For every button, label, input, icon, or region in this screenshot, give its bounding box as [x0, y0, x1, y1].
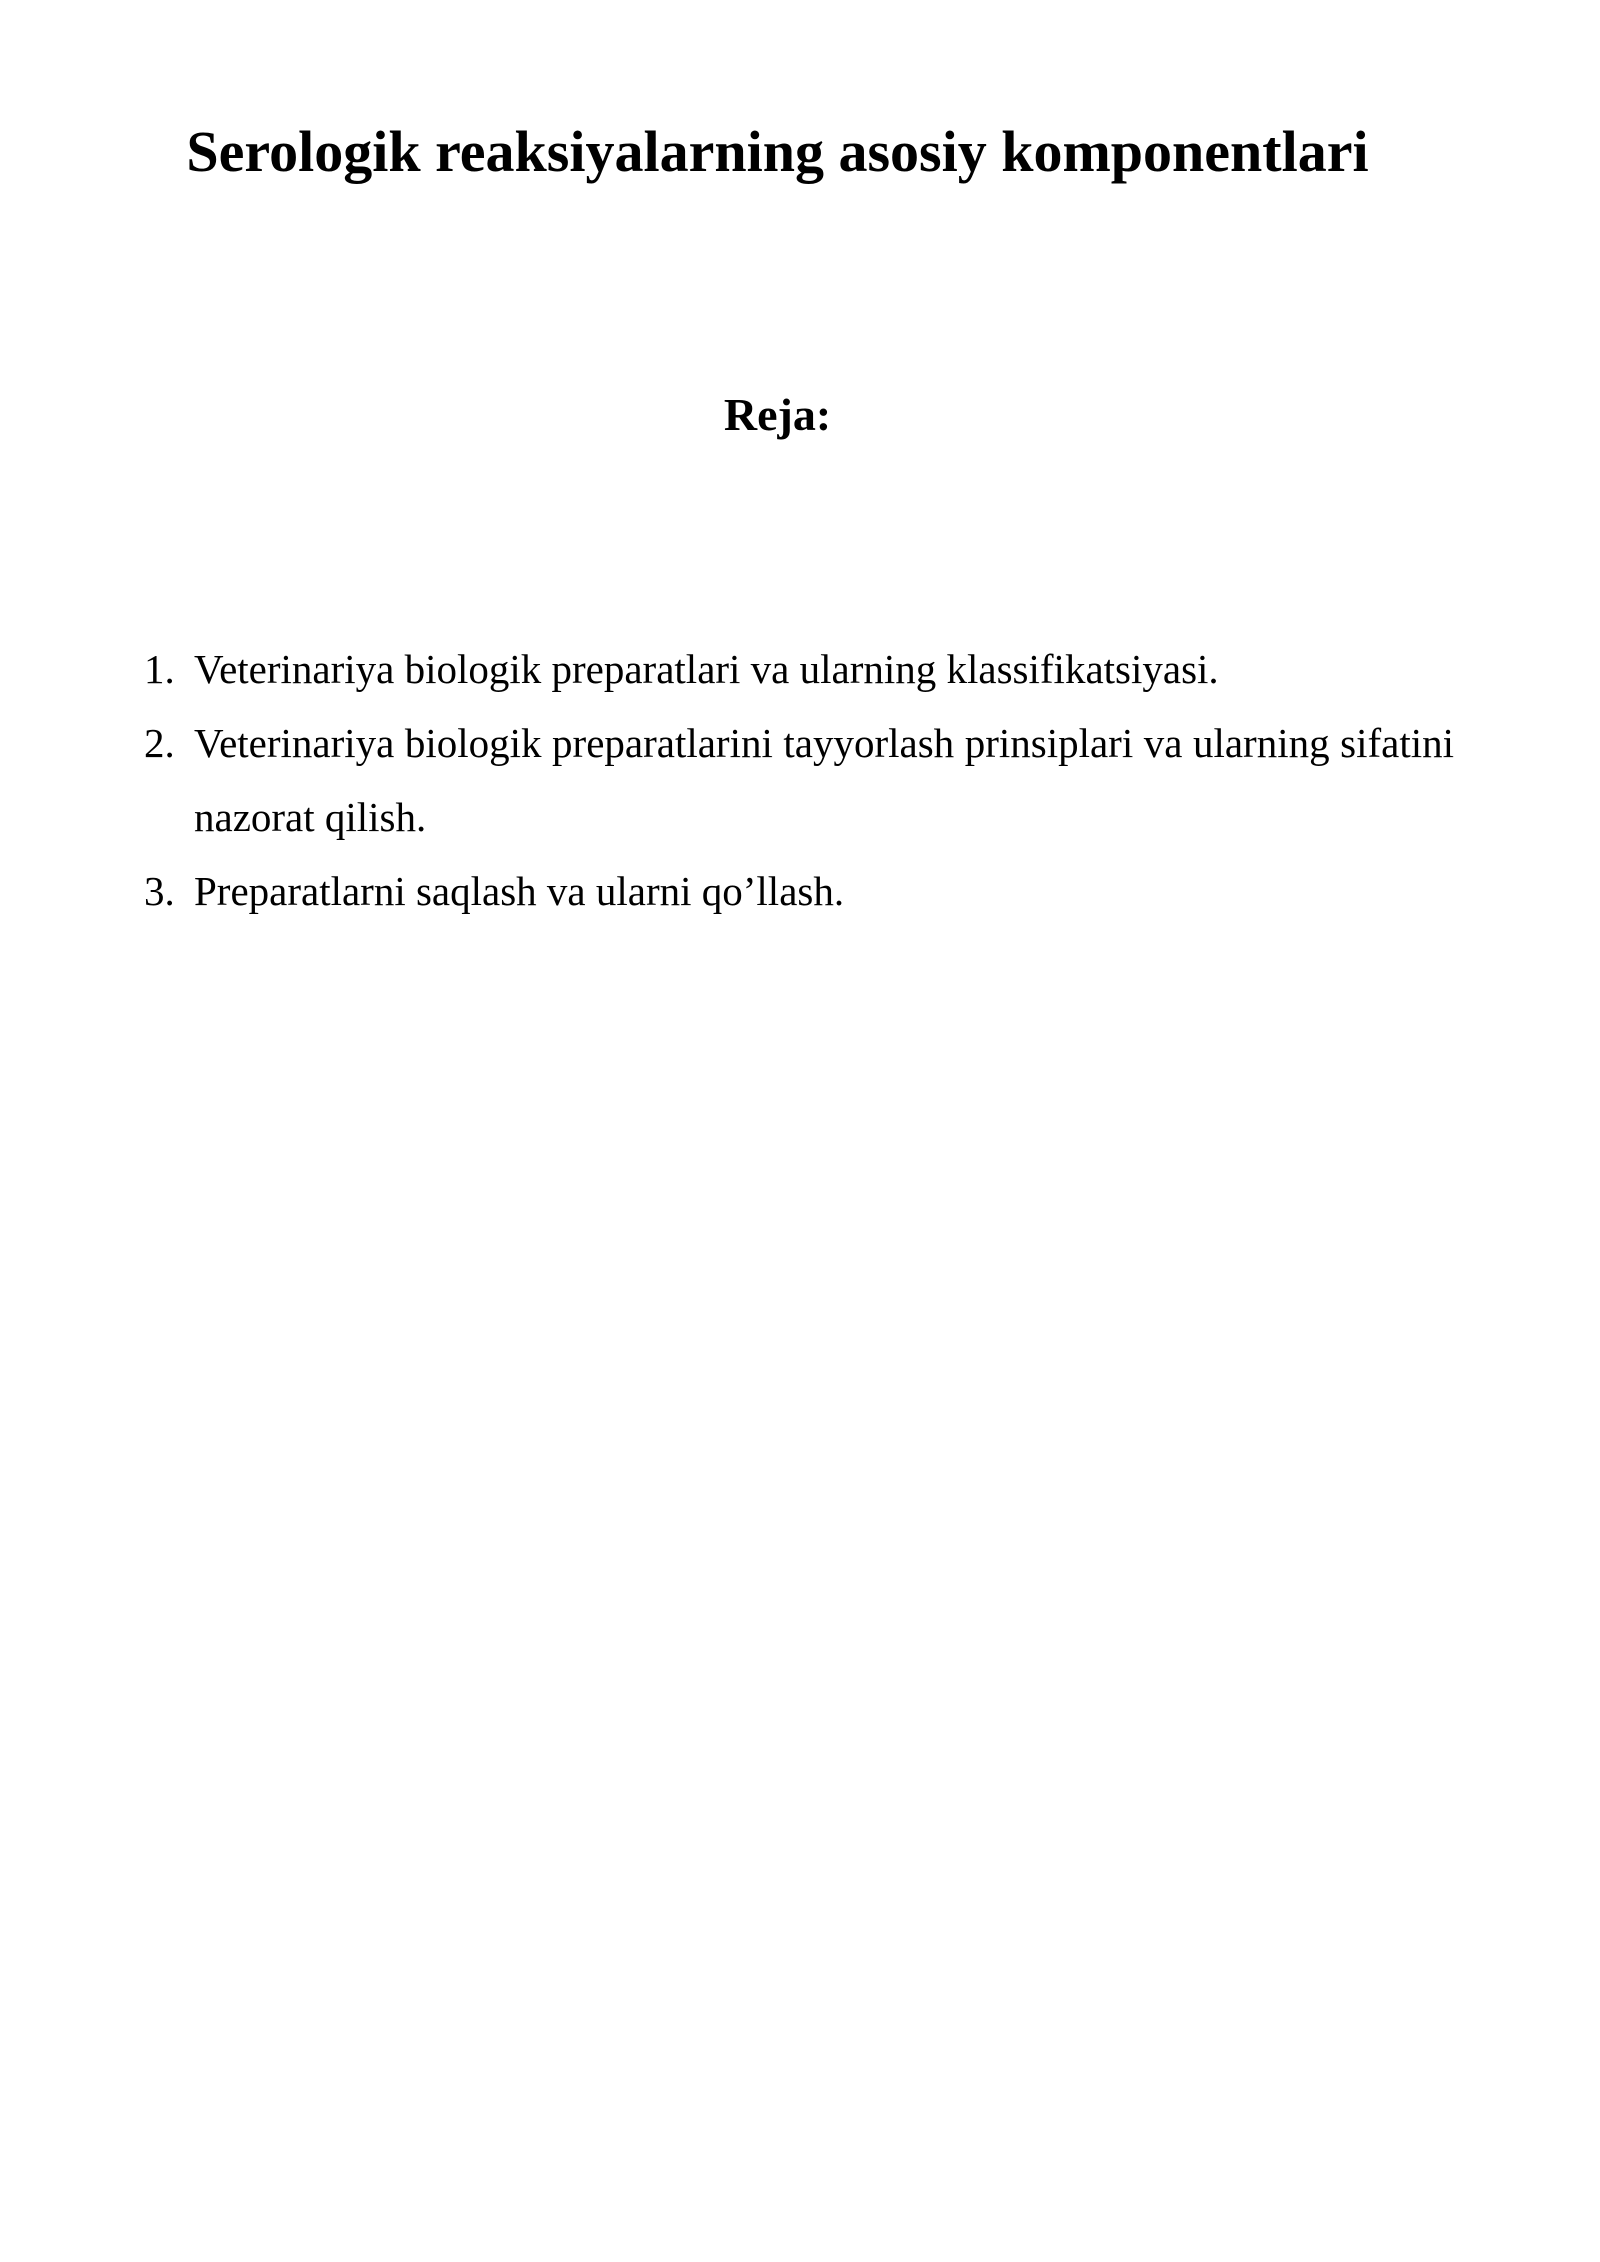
plan-list	[0, 632, 1600, 928]
list-item	[0, 632, 1454, 706]
plan-heading: Reja:	[723, 389, 832, 440]
list-item	[0, 706, 1454, 854]
list-item-text: Preparatlarni saqlash va ularni qo’llash.	[194, 868, 845, 914]
page-title: Serologik reaksiyalarning asosiy komponentlari	[186, 119, 1369, 184]
list-item-number: 2.	[144, 720, 175, 766]
list-item-number: 1.	[144, 646, 175, 692]
list-item-number: 3.	[144, 868, 175, 914]
list-item-text: Veterinariya biologik preparatlarini tayyorlash prinsiplari va ularning sifatini nazorat qilish.	[194, 720, 1454, 840]
list-item-text: Veterinariya biologik preparatlari va ularning klassifikatsiyasi.	[194, 646, 1219, 692]
list-item	[0, 854, 1454, 928]
